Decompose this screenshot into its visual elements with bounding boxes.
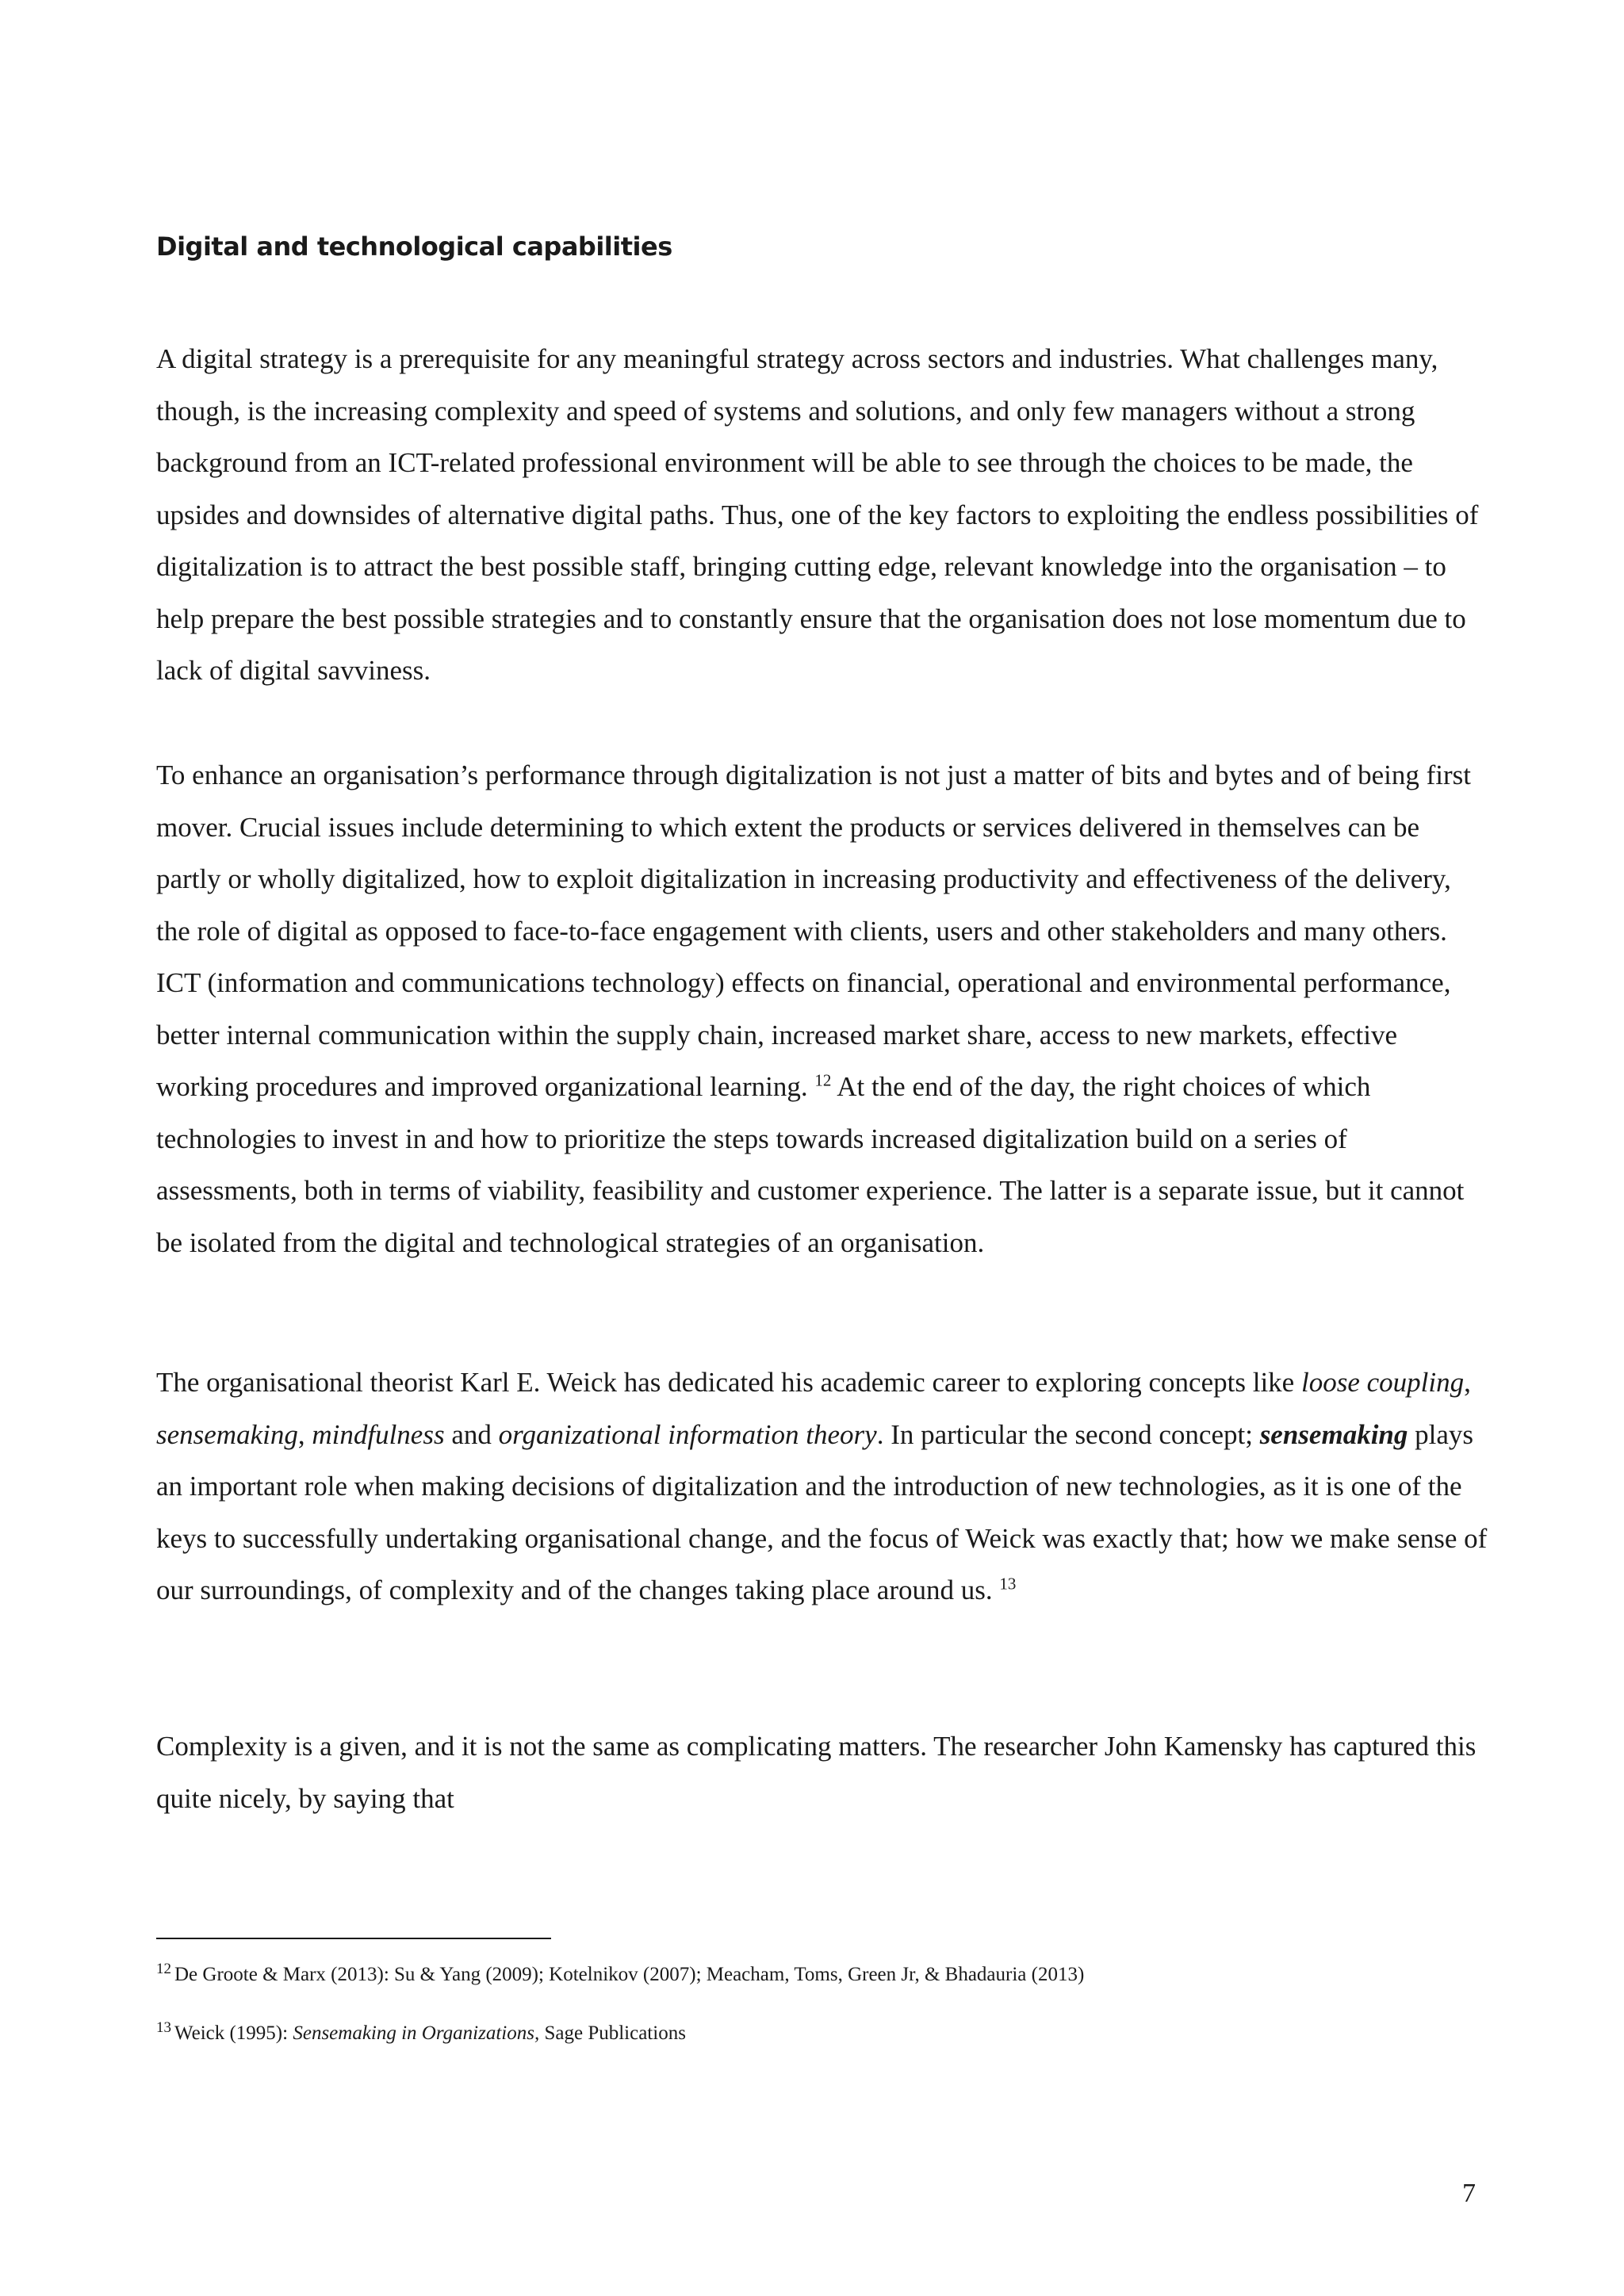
paragraph-3-intro: The organisational theorist Karl E. Weick has dedicated his academic career to exploring concepts like — [156, 1367, 1295, 1398]
footnote-12-number: 12 — [156, 1960, 171, 1977]
section-heading: Digital and technological capabilities — [156, 232, 672, 262]
footnote-12-text: De Groote & Marx (2013): Su & Yang (2009); Kotelnikov (2007); Meacham, Toms, Green Jr, & Bhadauria (2013) — [174, 1964, 1085, 1985]
term-loose-coupling: loose coupling — [1300, 1367, 1465, 1398]
paragraph-3-and: and — [451, 1418, 492, 1450]
footnote-ref-13[interactable]: 13 — [999, 1574, 1017, 1594]
paragraph-3: The organisational theorist Karl E. Weick has dedicated his academic career to exploring concepts like loose coupling, sensemaking, mindfulness and organizational information theory. In particular the second concept; sensemaking plays an important role when making decisions of digitalization and the introduction of new technologies, as it is one of the keys to successfully undertaking organisational change, and the focus of Weick was exactly that; how we make sense of our surroundings, of complexity and of the changes taking place around us. $^{13}$ — [156, 1367, 1488, 1605]
footnote-13-number: 13 — [156, 2019, 171, 2036]
paragraph-4: Complexity is a given, and it is not the same as complicating matters. The researcher John Kamensky has captured this quite nicely, by saying that — [156, 1731, 1477, 1814]
term-sensemaking: sensemaking — [156, 1418, 298, 1450]
term-sensemaking-bold: sensemaking — [1259, 1418, 1408, 1450]
footnote-13 — [156, 2020, 1488, 2047]
footnote-12 — [156, 1961, 1488, 1988]
paragraph-2-part1: To enhance an organisation’s performance through digitalization is not just a matter of bits and bytes and of being first mover. Crucial issues include determining to which extent the products or services delivered in themselves can be partly or wholly digitalized, how to exploit digitalization in increasing productivity and effectiveness of the delivery, the role of digital as opposed to face-to-face engagement with clients, users and other stakeholders and many others. ICT (information and communications technology) effects on financial, operational and environmental performance, better internal communication within the supply chain, increased market share, access to new markets, effective working procedures and improved organizational learning. — [156, 760, 1472, 1102]
term-organizational-information-theory: organizational information theory — [498, 1418, 877, 1450]
paragraph-2-part2: At the end of the day, the right choices of which technologies to invest in and how to prioritize the steps towards increased digitalization build on a series of assessments, both in terms of viability, feasibility and customer experience. The latter is a separate issue, but it cannot be isolated from the digital and technological strategies of an organisation. — [156, 1071, 1465, 1258]
paragraph-1: A digital strategy is a prerequisite for any meaningful strategy across sectors and industries. What challenges many, though, is the increasing complexity and speed of systems and solutions, and only few managers without a strong background from an ICT-related professional environment will be able to see through the choices to be made, the upsides and downsides of alternative digital paths. Thus, one of the key factors to exploiting the endless possibilities of digitalization is to attract the best possible staff, bringing cutting edge, relevant knowledge into the organisation – to help prepare the best possible strategies and to constantly ensure that the organisation does not lose momentum due to lack of digital savviness. — [156, 343, 1479, 686]
page-number: 7 — [1462, 2179, 1476, 2208]
paragraph-2 — [156, 749, 1488, 1269]
paragraph-3-rest: plays an important role when making decisions of digitalization and the introduction of new technologies, as it is one of the keys to successfully undertaking organisational change, and the focus of Weick was exactly that; how we make sense of our surroundings, of complexity and of the changes taking place around us. — [156, 1418, 1488, 1605]
footnote-13-title: Sensemaking in Organizations, — [293, 2022, 540, 2044]
footnote-divider — [156, 1938, 551, 1939]
footnote-ref-12[interactable]: 12 — [814, 1070, 832, 1090]
footnote-13-publisher: Sage Publications — [544, 2022, 686, 2044]
paragraph-3-mid: . In particular the second concept; — [876, 1418, 1253, 1450]
footnote-13-prefix: Weick (1995): — [174, 2022, 289, 2044]
term-mindfulness: mindfulness — [312, 1418, 445, 1450]
